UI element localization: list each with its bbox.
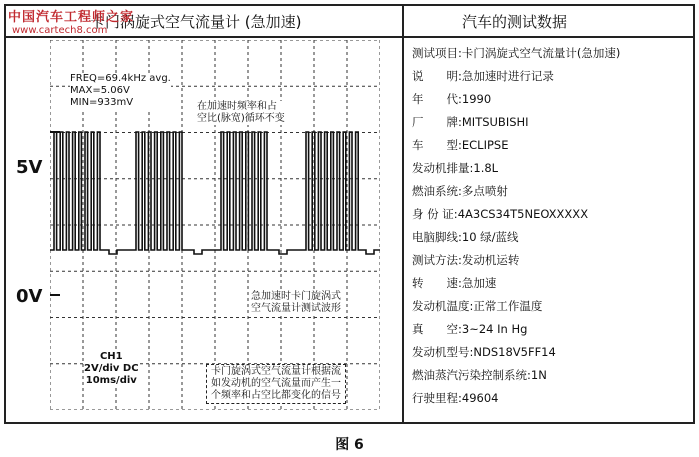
test-data-label: 真 空: bbox=[412, 322, 462, 336]
test-data-value: NDS18V5FF14 bbox=[473, 345, 556, 359]
test-data-label: 发动机排量: bbox=[412, 161, 474, 175]
test-data-row bbox=[412, 226, 692, 249]
test-data-value: 49604 bbox=[461, 391, 499, 405]
test-data-row bbox=[412, 65, 692, 88]
test-data-label: 测试项目: bbox=[412, 46, 462, 60]
test-data-row bbox=[412, 111, 692, 134]
test-data-row bbox=[412, 341, 692, 364]
watermark-logo: 中国汽车工程师之家 bbox=[8, 10, 135, 25]
test-data-value: 4A3CS34T5NEOXXXXX bbox=[457, 207, 589, 221]
test-data-list bbox=[412, 42, 692, 410]
annotation-bottom-line: 急加速时卡门旋涡式 bbox=[251, 291, 341, 302]
annotation-top-line: 空比(脉宽)循环不变 bbox=[197, 113, 285, 124]
panel-divider bbox=[402, 6, 404, 422]
test-data-value: 1N bbox=[530, 368, 547, 382]
test-data-value: 1990 bbox=[461, 92, 492, 106]
stat-max: MAX=5.06V bbox=[70, 85, 130, 96]
test-data-value: 急加速时进行记录 bbox=[461, 69, 554, 83]
annotation-top-line: 在加速时频率和占 bbox=[197, 101, 277, 112]
test-data-label: 燃油蒸汽污染控制系统: bbox=[412, 368, 531, 382]
test-data-label: 测试方法: bbox=[412, 253, 462, 267]
annotation-bottom-line: 空气流量计测试波形 bbox=[251, 303, 341, 314]
measurement-stats bbox=[70, 73, 171, 109]
test-data-row bbox=[412, 203, 692, 226]
test-data-row bbox=[412, 295, 692, 318]
test-data-row bbox=[412, 134, 692, 157]
stat-frequency: FREQ=69.4kHz avg. bbox=[70, 73, 171, 84]
test-data-label: 发动机型号: bbox=[412, 345, 474, 359]
test-data-row bbox=[412, 42, 692, 65]
test-data-value: 1.8L bbox=[473, 161, 499, 175]
description-line: 卡门旋涡式空气流量计根据流 bbox=[211, 366, 341, 377]
test-data-label: 燃油系统: bbox=[412, 184, 462, 198]
right-header bbox=[404, 6, 693, 38]
voltage-label-5v: 5V bbox=[16, 157, 43, 178]
test-data-value: 10 绿/蓝线 bbox=[461, 230, 519, 244]
test-data-row bbox=[412, 88, 692, 111]
test-data-value: 卡门涡旋式空气流量计(急加速) bbox=[461, 46, 621, 60]
test-data-label: 发动机温度: bbox=[412, 299, 474, 313]
channel-volts-div: 2V/div DC bbox=[84, 363, 139, 374]
test-data-row bbox=[412, 387, 692, 410]
channel-name: CH1 bbox=[99, 351, 123, 362]
channel-time-div: 10ms/div bbox=[85, 375, 137, 386]
test-data-label: 说 明: bbox=[412, 69, 462, 83]
test-data-row bbox=[412, 249, 692, 272]
test-data-label: 厂 牌: bbox=[412, 115, 462, 129]
test-data-label: 行驶里程: bbox=[412, 391, 462, 405]
figure-caption: 图 6 bbox=[335, 437, 364, 453]
test-data-label: 车 型: bbox=[412, 138, 462, 152]
channel-settings bbox=[84, 351, 139, 387]
test-data-value: 急加速 bbox=[461, 276, 497, 290]
watermark-url: www.cartech8.com bbox=[12, 25, 108, 36]
test-data-row bbox=[412, 180, 692, 203]
test-data-row bbox=[412, 318, 692, 341]
test-data-value: 多点喷射 bbox=[461, 184, 508, 198]
annotation-bottom bbox=[251, 291, 341, 315]
test-data-label: 身 份 证: bbox=[412, 207, 458, 221]
description-box bbox=[206, 364, 346, 404]
test-data-row bbox=[412, 157, 692, 180]
stat-min: MIN=933mV bbox=[70, 97, 134, 108]
test-data-value: ECLIPSE bbox=[461, 138, 509, 152]
test-data-value: 发动机运转 bbox=[461, 253, 520, 267]
description-line: 个频率和占空比都变化的信号 bbox=[211, 390, 341, 401]
test-data-value: 3~24 In Hg bbox=[461, 322, 528, 336]
description-line: 如发动机的空气流量而产生一 bbox=[211, 378, 341, 389]
test-data-label: 转 速: bbox=[412, 276, 462, 290]
annotation-top bbox=[197, 101, 285, 125]
test-data-value: MITSUBISHI bbox=[461, 115, 529, 129]
test-data-value: 正常工作温度 bbox=[473, 299, 543, 313]
test-data-row bbox=[412, 272, 692, 295]
voltage-label-0v: 0V bbox=[16, 286, 43, 307]
test-data-label: 电脑脚线: bbox=[412, 230, 462, 244]
right-panel-title: 汽车的测试数据 bbox=[462, 13, 568, 31]
test-data-row bbox=[412, 364, 692, 387]
left-panel-title: 卡门涡旋式空气流量计 (急加速) bbox=[90, 13, 302, 31]
test-data-label: 年 代: bbox=[412, 92, 462, 106]
